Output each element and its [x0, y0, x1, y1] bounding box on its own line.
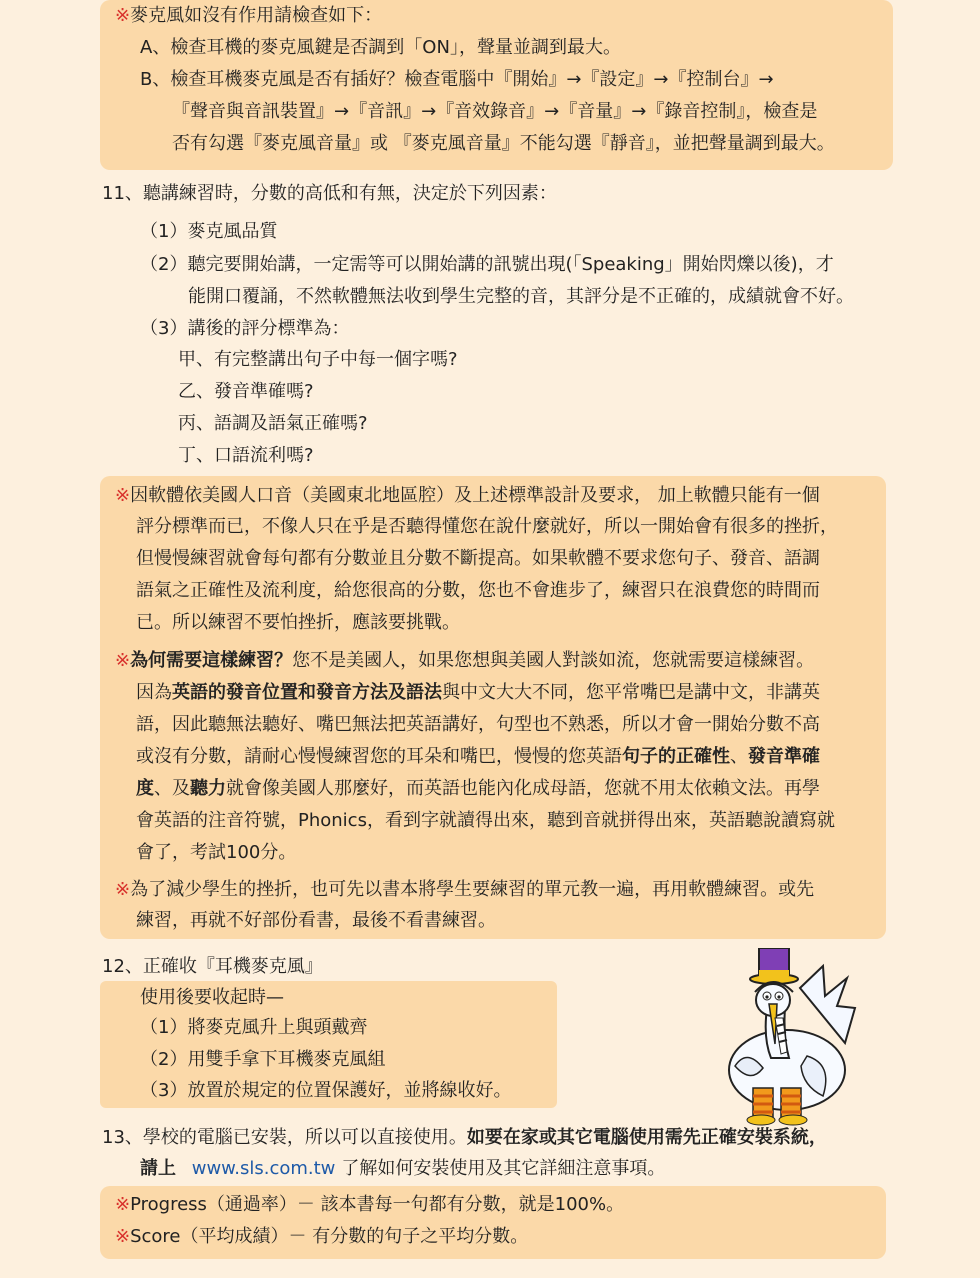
mic-check-title: ※麥克風如沒有作用請檢查如下： — [115, 5, 383, 26]
note-1-line-1: ※因軟體依美國人口音（美國東北地區腔）及上述標準設計及要求， 加上軟體只能有一個 — [115, 485, 820, 506]
storage-step-3: （3）放置於規定的位置保護好，並將線收好。 — [140, 1080, 512, 1101]
factor-2a: （2）聽完要開始講，一定需等可以開始講的訊號出現(「Speaking」開始閃爍以後)，才 — [140, 254, 834, 275]
section-13-line-2: 請上 www.sls.com.tw 了解如何安裝使用及其它詳細注意事項。 — [140, 1158, 666, 1179]
note-2-line-3: 語，因此聽無法聽好、嘴巴無法把英語講好，句型也不熟悉，所以才會一開始分數不高 — [136, 714, 820, 735]
note-2-line-5: 度、及聽力就會像美國人那麼好，而英語也能內化成母語，您就不用太依賴文法。再學 — [136, 778, 820, 799]
factor-3: （3）講後的評分標準為： — [140, 318, 350, 339]
storage-step-1: （1）將麥克風升上與頭戴齊 — [140, 1017, 368, 1038]
note-2-line-6: 會英語的注音符號，Phonics，看到字就讀得出來，聽到音就拼得出來，英語聽說讀寫就 — [136, 810, 835, 831]
note-mark: ※ — [115, 5, 131, 26]
website-link[interactable]: www.sls.com.tw — [191, 1158, 336, 1179]
notes-box — [100, 476, 886, 939]
note-1-line-4: 語氣之正確性及流利度，給您很高的分數，您也不會進步了，練習只在浪費您的時間而 — [136, 580, 820, 601]
note-3-line-2: 練習，再就不好部份看書，最後不看書練習。 — [136, 910, 496, 931]
factor-1: （1）麥克風品質 — [140, 221, 278, 242]
mic-check-b3: 否有勾選『麥克風音量』或 『麥克風音量』不能勾選『靜音』，並把聲量調到最大。 — [172, 133, 835, 154]
note-2-line-1: ※為何需要這樣練習？您不是美國人，如果您想與美國人對談如流，您就需要這樣練習。 — [115, 650, 815, 671]
definition-progress: ※Progress（通過率）－ 該本書每一句都有分數，就是100%。 — [115, 1194, 625, 1215]
section-12-heading: 12、正確收『耳機麥克風』 — [102, 956, 323, 977]
note-2-line-4: 或沒有分數，請耐心慢慢練習您的耳朵和嘴巴，慢慢的您英語句子的正確性、發音準確 — [136, 746, 820, 767]
note-3-line-1: ※為了減少學生的挫折，也可先以書本將學生要練習的單元教一遍，再用軟體練習。或先 — [115, 879, 815, 900]
mic-check-b1: B、檢查耳機麥克風是否有插好？檢查電腦中『開始』→『設定』→『控制台』→ — [140, 69, 774, 90]
note-mark: ※ — [115, 1194, 131, 1215]
note-2-line-2: 因為英語的發音位置和發音方法及語法與中文大大不同，您平常嘴巴是講中文，非講英 — [136, 682, 820, 703]
factor-2b: 能開口覆誦，不然軟體無法收到學生完整的音，其評分是不正確的，成績就會不好。 — [188, 286, 854, 307]
cartoon-bird-with-headset-icon — [705, 948, 875, 1131]
section-13-line-1: 13、學校的電腦已安裝，所以可以直接使用。如要在家或其它電腦使用需先正確安裝系統， — [102, 1127, 827, 1148]
note-mark: ※ — [115, 1226, 131, 1247]
note-mark: ※ — [115, 879, 131, 900]
note-1-line-5: 已。所以練習不要怕挫折，應該要挑戰。 — [136, 612, 460, 633]
criterion-4: 丁、口語流利嗎? — [178, 445, 314, 466]
storage-intro: 使用後要收起時— — [140, 987, 284, 1008]
mic-check-a: A、檢查耳機的麥克風鍵是否調到「ON」，聲量並調到最大。 — [140, 37, 621, 58]
criterion-1: 甲、有完整講出句子中每一個字嗎? — [178, 349, 458, 370]
criterion-3: 丙、語調及語氣正確嗎? — [178, 413, 368, 434]
storage-step-2: （2）用雙手拿下耳機麥克風組 — [140, 1049, 386, 1070]
section-11-heading: 11、聽講練習時，分數的高低和有無，決定於下列因素： — [102, 183, 557, 204]
note-2-line-7: 會了，考試100分。 — [136, 842, 297, 863]
definition-score: ※Score（平均成績）－ 有分數的句子之平均分數。 — [115, 1226, 529, 1247]
note-mark: ※ — [115, 485, 131, 506]
mic-check-b2: 『聲音與音訊裝置』→『音訊』→『音效錄音』→『音量』→『錄音控制』，檢查是 — [172, 101, 818, 122]
note-1-line-3: 但慢慢練習就會每句都有分數並且分數不斷提高。如果軟體不要求您句子、發音、語調 — [136, 548, 820, 569]
criterion-2: 乙、發音準確嗎? — [178, 381, 314, 402]
note-1-line-2: 評分標準而已，不像人只在乎是否聽得懂您在說什麼就好，所以一開始會有很多的挫折， — [136, 516, 838, 537]
note-mark: ※ — [115, 650, 131, 671]
